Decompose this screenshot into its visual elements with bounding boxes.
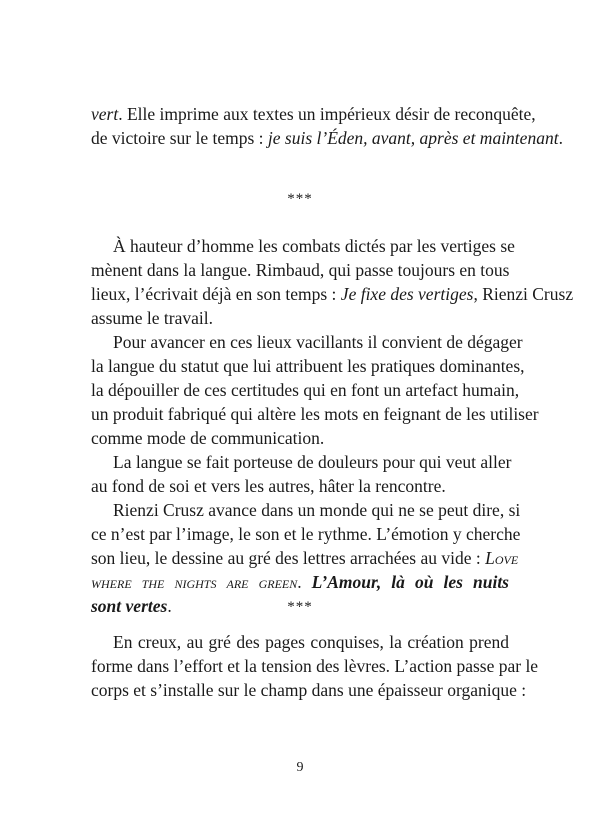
text-line: ce n’est par l’image, le son et le rythme. L’émotion y cherche <box>91 524 521 544</box>
text-line: En creux, au gré des pages conquises, la création prend <box>113 632 509 652</box>
text-span: . <box>297 572 312 592</box>
text-line: La langue se fait porteuse de douleurs pour qui veut aller <box>113 452 512 472</box>
bold-italic-translation: L’Amour, là où les nuits <box>311 572 509 592</box>
italic-quote: Je fixe des vertiges <box>340 284 474 304</box>
section-separator: *** <box>287 599 313 615</box>
section-separator: *** <box>287 191 313 207</box>
text-line <box>91 102 536 126</box>
section-body <box>91 234 574 618</box>
italic-text: vert <box>91 104 119 124</box>
text-line: corps et s’installe sur le champ dans une épaisseur organique : <box>91 680 527 700</box>
text-line: au fond de soi et vers les autres, hâter la rencontre. <box>91 476 446 496</box>
text-line: la dépouiller de ces certitudes qui en font un artefact humain, <box>91 380 520 400</box>
text-line <box>91 126 563 150</box>
paragraph-continuation <box>91 102 563 150</box>
small-caps-quote: where the nights are green <box>91 572 298 592</box>
small-caps-quote: Love <box>485 548 519 568</box>
text-line: À hauteur d’homme les combats dictés par les vertiges se <box>113 236 515 256</box>
text-line: mènent dans la langue. Rimbaud, qui passe toujours en tous <box>91 260 510 280</box>
text-line <box>91 282 574 306</box>
text-span: lieux, l’écrivait déjà en son temps : <box>91 284 341 304</box>
text-line: un produit fabriqué qui altère les mots en feignant de les utiliser <box>91 404 539 424</box>
text-line <box>91 546 519 570</box>
text-span: son lieu, le dessine au gré des lettres arrachées au vide : <box>91 548 486 568</box>
italic-quote: je suis l’Éden, avant, après et maintenant <box>267 128 559 148</box>
text-span: . <box>558 128 563 148</box>
text-line: Pour avancer en ces lieux vacillants il convient de dégager <box>113 332 523 352</box>
text-span: . Elle imprime aux textes un impérieux désir de reconquête, <box>118 104 536 124</box>
section-body <box>91 630 539 702</box>
text-span: . <box>167 596 172 616</box>
text-line <box>91 570 509 594</box>
text-line: forme dans l’effort et la tension des lèvres. L’action passe par le <box>91 656 539 676</box>
page-number: 9 <box>296 760 304 775</box>
bold-italic-translation: sont vertes <box>91 596 168 616</box>
text-line: assume le travail. <box>91 308 213 328</box>
text-line: comme mode de communication. <box>91 428 325 448</box>
text-line: la langue du statut que lui attribuent les pratiques dominantes, <box>91 356 525 376</box>
text-line: Rienzi Crusz avance dans un monde qui ne se peut dire, si <box>113 500 521 520</box>
text-span: de victoire sur le temps : <box>91 128 268 148</box>
text-span: , Rienzi Crusz <box>473 284 574 304</box>
